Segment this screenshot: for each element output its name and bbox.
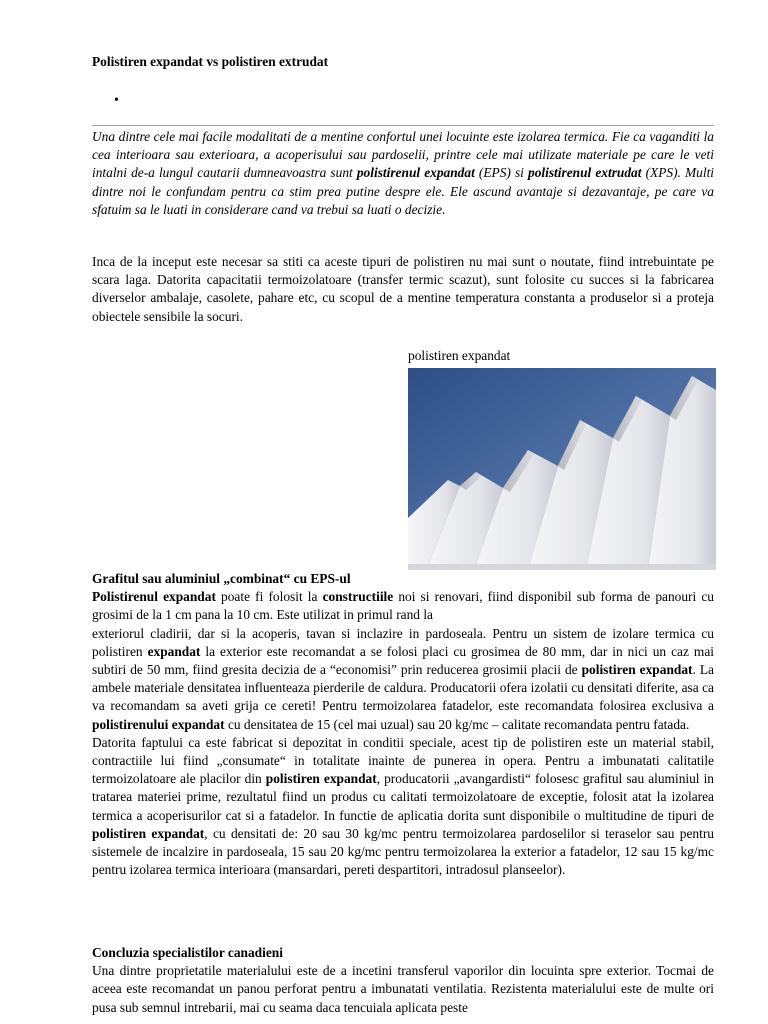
- document-title: Polistiren expandat vs polistiren extrudat: [92, 54, 329, 69]
- paragraph-text: , cu densitati de: 20 sau 30 kg/mc pentru termoizolarea pardoselilor si teraselor sau pentru sistemele de incalzire in pardoseala, 15 sau 20 kg/mc pentru termoizolarea la exterior a fatadelor, 12 sau 15 kg/mc pentru izolarea termica interioara (mansardari, pereti despartitori, intradosul planseelor).: [92, 825, 714, 878]
- bold-term: constructiile: [322, 589, 394, 605]
- paragraph-text: noi si renovari, fiind disponibil sub forma de panouri cu grosimi de la 1 cm pana la 10 cm. Este utilizat in primul rand la: [92, 589, 714, 623]
- section-heading: Concluzia specialistilor canadieni: [92, 945, 283, 960]
- paragraph-text: , producatorii „avangardisti“ folosesc grafitul sau aluminiul in tratarea materiei prime, rezultatul fiind un produs cu calitati termoizolatoare de exceptie, folosit atat la izolarea termica a acoperisurilor cat si a fatadelor. In functie de aplicatia dorita sunt disponibile o multitudine de tipuri de: [92, 771, 714, 823]
- polystyrene-panels-photo: [408, 368, 716, 570]
- section-heading: Grafitul sau aluminiul „combinat“ cu EPS-ul: [92, 571, 351, 586]
- intro-text: (EPS) si: [474, 165, 528, 181]
- paragraph-text: . La ambele materiale densitatea influenteaza pierderile de caldura. Producatorii ofera izolatii cu densitati diferite, asa ca va recomandam sa aveti grija ce cereti! Pentru termoizolarea fatadelor, este recomandata folosirea exclusiva a: [92, 662, 714, 714]
- intro-bold-xps: polistirenul extrudat: [528, 165, 642, 181]
- intro-text: Una dintre cele mai facile modalitati de a mentine confortul unei locuinte este izolarea termica. Fie ca vaganditi la cea interioara sau exterioara, a acoperisului sau pardoselii, printre cele mai utilizate materiale pe care le veti intalni de-a lungul cautarii dumneavoastra sunt: [92, 129, 714, 181]
- paragraph-text: cu densitatea de 15 (cel mai uzual) sau 20 kg/mc – calitate recomandata pentru fatada.: [224, 716, 690, 732]
- paragraph-text: Datorita faptului ca este fabricat si depozitat in conditii speciale, acest tip de polistiren este un material stabil, contractiile lui fiind „consumate“ in totalitate inainte de punerea in opera. Pentru a imbunatati calitatile termoizolatoare ale placilor din: [92, 734, 714, 787]
- bold-term: polistiren expandat: [581, 662, 693, 678]
- paragraph-text: exteriorul cladirii, dar si la acoperis, tavan si inclazire in pardoseala. Pentru un sistem de izolare termica cu polistiren: [92, 625, 714, 659]
- intro-text: (XPS). Multi dintre noi le confundam pentru ca stim prea putine despre ele. Ele ascund avantaje si dezavantaje, pe care va sfatuim sa le luati in considerare cand va trebui sa luati o decizie.: [92, 165, 715, 217]
- intro-bold-eps: polistirenul expandat: [356, 165, 475, 181]
- section-paragraph: [92, 734, 714, 880]
- intro-paragraph: [92, 128, 714, 219]
- empty-bullet-point: •: [114, 93, 119, 108]
- bold-term: polistirenului expandat: [92, 716, 225, 732]
- bold-term: Polistirenul expandat: [92, 589, 216, 605]
- section-paragraph: [92, 625, 714, 734]
- image-caption: polistiren expandat: [408, 348, 511, 363]
- paragraph-text: poate fi folosit la: [215, 589, 323, 605]
- paragraph-text: la exterior este recomandat a se folosi placi cu grosimea de 80 mm, dar in nici un caz mai subtiri de 50 mm, fiind gresita decizia de a “economisi” prin reducerea grosimii placii de: [92, 643, 714, 678]
- bold-term: expandat: [147, 643, 201, 659]
- section-paragraph: Una dintre proprietatile materialului este de a incetini transferul vaporilor din locuinta spre exterior. Tocmai de aceea este recomandat un panou perforat pentru a imbunatati ventilatia. Rezistenta materialului este de multe ori pusa sub semnul intrebarii, mai cu seama daca tencuiala aplicata peste: [92, 963, 714, 1015]
- horizontal-divider: [92, 125, 714, 126]
- bold-term: polistiren expandat: [265, 771, 377, 787]
- section-graphite-aluminium: [92, 570, 714, 879]
- bold-term: polistiren expandat: [92, 825, 205, 841]
- section-canadian-specialists: [92, 944, 714, 1017]
- section-paragraph: [92, 588, 714, 624]
- body-paragraph-1: Inca de la inceput este necesar sa stiti ca aceste tipuri de polistiren nu mai sunt o noutate, fiind intrebuintate pe scara laga. Datorita capacitatii termoizolatoare (transfer termic scazut), sunt folosite cu succes si la fabricarea diverselor ambalaje, casolete, pahare etc, cu scopul de a mentine temperatura constanta a produselor si a proteja obiectele sensibile la socuri.: [92, 254, 714, 324]
